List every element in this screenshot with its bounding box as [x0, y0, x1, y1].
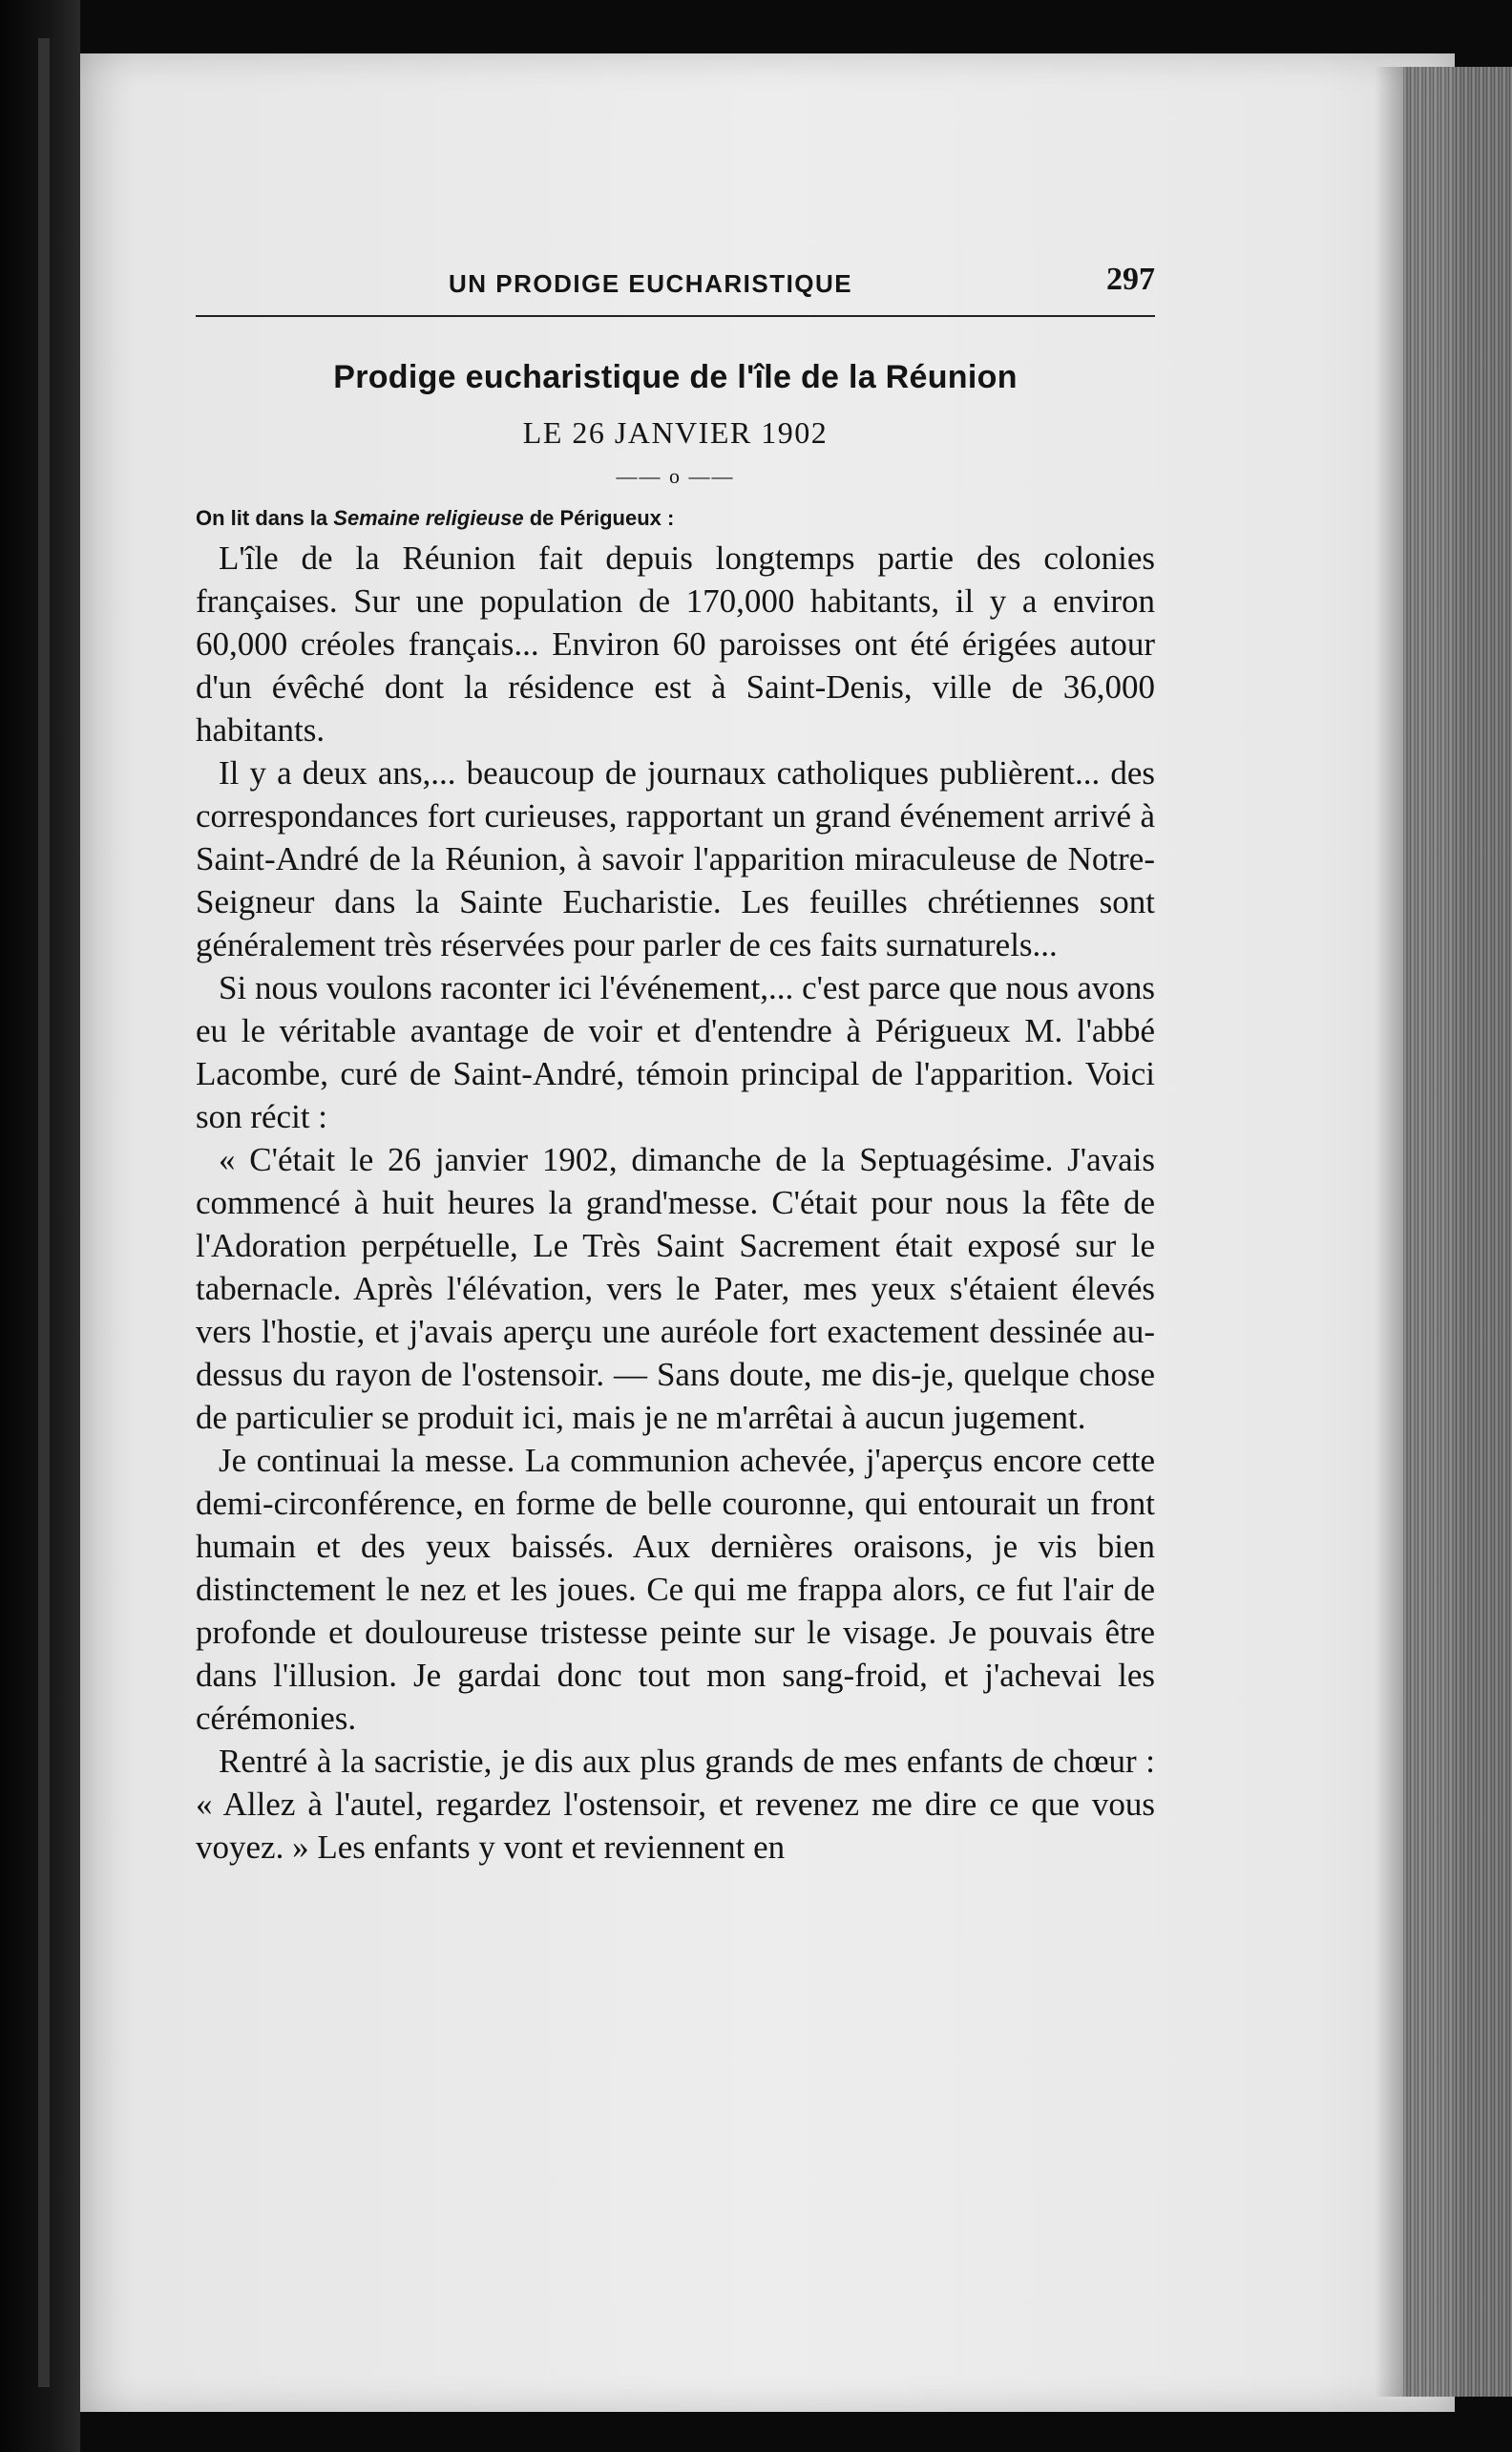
intro-line — [196, 506, 1155, 531]
article-title: Prodige eucharistique de l'île de la Réunion — [333, 359, 1018, 395]
page-edges — [1403, 67, 1512, 2397]
paragraph: « C'était le 26 janvier 1902, dimanche de la Septuagésime. J'avais commencé à huit heures la grand'messe. C'était pour nous la fête de l'Adoration perpétuelle, Le Très Saint Sacrement était exposé sur le tabernacle. Après l'élévation, vers le Pater, mes yeux s'étaient élevés vers l'hostie, et j'avais aperçu une auréole fort exactement dessinée au-dessus du rayon de l'ostensoir. — Sans doute, me dis-je, quelque chose de particulier se produit ici, mais je ne m'arrêtai à aucun jugement. — [196, 1141, 1155, 1436]
article-date: LE 26 JANVIER 1902 — [522, 415, 829, 450]
intro-prefix: On lit dans la — [196, 506, 328, 530]
intro-suffix: de Périgueux : — [529, 506, 675, 530]
intro-source: Semaine religieuse — [333, 506, 524, 530]
page-number: 297 — [1106, 262, 1155, 297]
paragraph: Il y a deux ans,... beaucoup de journaux catholiques publièrent... des correspondances fort curieuses, rapportant un grand événement arrivé à Saint-André de la Réunion, à savoir l'apparition miraculeuse de Notre-Seigneur dans la Sainte Eucharistie. Les feuilles chrétiennes sont généralement très réservées pour parler de ces faits surnaturels... — [196, 754, 1155, 963]
paragraph: Si nous voulons raconter ici l'événement,... c'est parce que nous avons eu le véritable avantage de voir et d'entendre à Périgueux M. l'abbé Lacombe, curé de Saint-André, témoin principal de l'apparition. Voici son récit : — [196, 969, 1155, 1135]
paragraph: Je continuai la messe. La communion achevée, j'aperçus encore cette demi-circonférence, en forme de belle couronne, qui entourait un front humain et des yeux baissés. Aux dernières oraisons, je vis bien distinctement le nez et les joues. Ce qui me frappa alors, ce fut l'air de profonde et douloureuse tristesse peinte sur le visage. Je pouvais être dans l'illusion. Je gardai donc tout mon sang-froid, et j'achevai les cérémonies. — [196, 1442, 1155, 1737]
paragraph: Rentré à la sacristie, je dis aux plus grands de mes enfants de chœur : « Allez à l'autel, regardez l'ostensoir, et revenez me dire ce que vous voyez. » Les enfants y vont et reviennent en — [196, 1743, 1155, 1866]
running-head — [196, 258, 1155, 311]
binding-edge — [38, 38, 50, 2387]
header-rule — [196, 315, 1155, 317]
paragraph: L'île de la Réunion fait depuis longtemps partie des colonies françaises. Sur une population de 170,000 habitants, il y a environ 60,000 créoles français... Environ 60 paroisses ont été érigées autour d'un évêché dont la résidence est à Saint-Denis, ville de 36,000 habitants. — [196, 539, 1155, 749]
running-title: UN PRODIGE EUCHARISTIQUE — [449, 269, 853, 298]
ornament-divider: —— o —— — [616, 464, 735, 488]
page-content — [196, 258, 1155, 1869]
article-body — [196, 537, 1155, 1869]
